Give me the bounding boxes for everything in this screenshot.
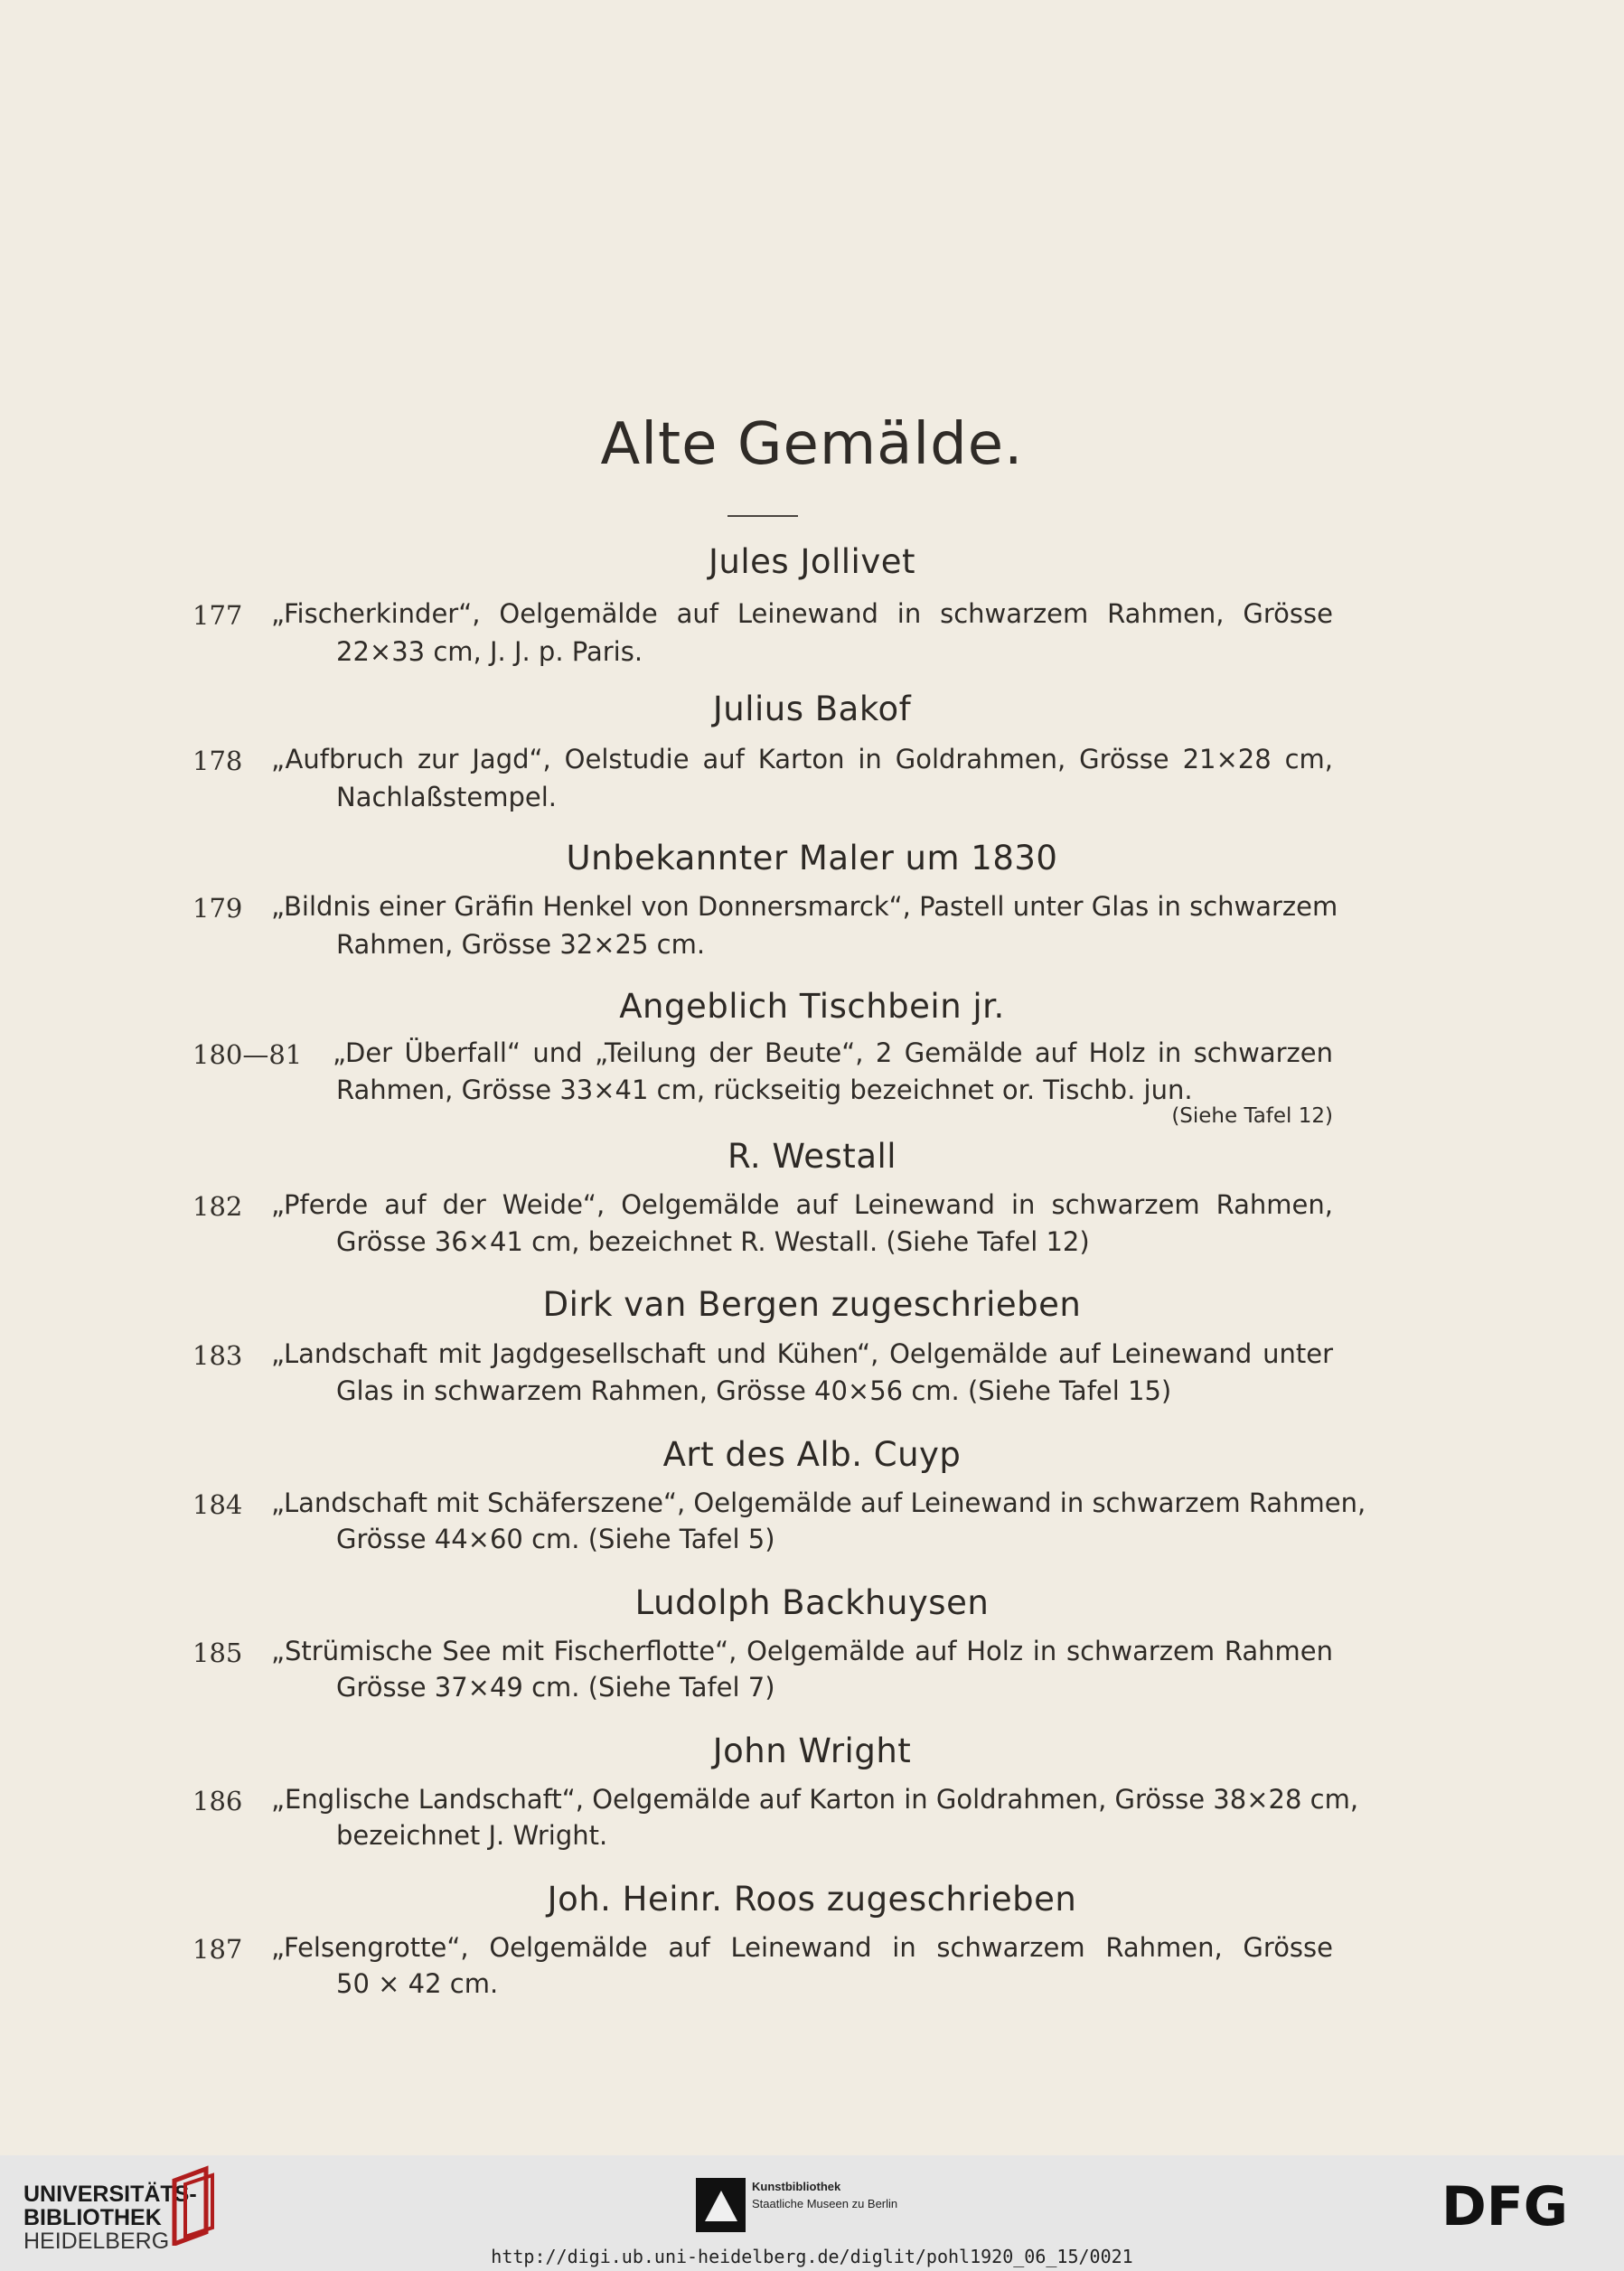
- ub-line-3: HEIDELBERG: [23, 2229, 170, 2254]
- entry-description-cont: Grösse 37×49 cm. (Siehe Tafel 7): [336, 1672, 775, 1703]
- dfg-logo: [1441, 2178, 1604, 2232]
- kunstbibliothek-logo-icon: [696, 2178, 746, 2232]
- kunstbibliothek-logo-text: [752, 2178, 897, 2212]
- entry-description: „Pferde auf der Weide“, Oelgemälde auf Leinewand in schwarzem Rahmen,: [271, 1189, 1333, 1220]
- entry-description: „Aufbruch zur Jagd“, Oelstudie auf Karton in Goldrahmen, Grösse 21×28 cm,: [271, 744, 1333, 774]
- page-title: Alte Gemälde.: [600, 411, 1024, 478]
- entry-description-cont: Grösse 44×60 cm. (Siehe Tafel 5): [336, 1524, 775, 1554]
- artist-heading: Unbekannter Maler um 1830: [566, 839, 1058, 877]
- lot-number: 187: [192, 1934, 243, 1965]
- entry-description-cont: Glas in schwarzem Rahmen, Grösse 40×56 cm. (Siehe Tafel 15): [336, 1375, 1172, 1406]
- entry-description-cont: bezeichnet J. Wright.: [336, 1820, 608, 1851]
- dfg-logo-text: DFG: [1441, 2178, 1569, 2232]
- artist-heading: Jules Jollivet: [709, 542, 915, 581]
- entry-description: „Bildnis einer Gräfin Henkel von Donnersmarck“, Pastell unter Glas in schwarzem: [271, 891, 1338, 922]
- entry-description-cont: Rahmen, Grösse 33×41 cm, rückseitig bezeichnet or. Tischb. jun.: [336, 1075, 1193, 1105]
- lot-number: 179: [192, 893, 243, 924]
- lot-number: 184: [192, 1489, 243, 1520]
- entry-description-cont: Grösse 36×41 cm, bezeichnet R. Westall. (Siehe Tafel 12): [336, 1226, 1090, 1257]
- artist-heading: Dirk van Bergen zugeschrieben: [542, 1285, 1082, 1324]
- entry-description: „Der Überfall“ und „Teilung der Beute“, 2 Gemälde auf Holz in schwarzen: [333, 1037, 1333, 1068]
- entry-description: „Felsengrotte“, Oelgemälde auf Leinewand in schwarzem Rahmen, Grösse: [271, 1932, 1333, 1963]
- artist-heading: R. Westall: [727, 1137, 897, 1176]
- artist-heading: Art des Alb. Cuyp: [662, 1435, 962, 1474]
- lot-number: 182: [192, 1191, 243, 1222]
- plate-reference: (Siehe Tafel 12): [1171, 1104, 1333, 1128]
- kb-line-1: Kunstbibliothek: [752, 2180, 841, 2193]
- entry-description: „Landschaft mit Jagdgesellschaft und Kühen“, Oelgemälde auf Leinewand unter: [271, 1338, 1333, 1369]
- lot-number: 180—81: [192, 1039, 303, 1070]
- lot-number: 186: [192, 1786, 243, 1816]
- lot-number: 177: [192, 600, 243, 631]
- permalink-url[interactable]: http://digi.ub.uni-heidelberg.de/diglit/pohl1920_06_15/0021: [491, 2246, 1133, 2267]
- artist-heading: Angeblich Tischbein jr.: [619, 987, 1005, 1026]
- entry-description: „Englische Landschaft“, Oelgemälde auf Karton in Goldrahmen, Grösse 38×28 cm,: [271, 1784, 1359, 1815]
- entry-description: „Fischerkinder“, Oelgemälde auf Leinewand in schwarzem Rahmen, Grösse: [271, 598, 1333, 629]
- entry-description: „Strümische See mit Fischerflotte“, Oelgemälde auf Holz in schwarzem Rahmen: [271, 1636, 1333, 1666]
- entry-description-cont: Rahmen, Grösse 32×25 cm.: [336, 929, 706, 960]
- kb-line-2: Staatliche Museen zu Berlin: [752, 2197, 898, 2210]
- artist-heading: Ludolph Backhuysen: [634, 1583, 990, 1622]
- ub-heidelberg-emblem-icon: [165, 2164, 229, 2246]
- entry-description-cont: 50 × 42 cm.: [336, 1968, 499, 1999]
- entry-description-cont: Nachlaßstempel.: [336, 782, 557, 812]
- ub-line-2: BIBLIOTHEK: [23, 2205, 162, 2230]
- ub-line-1: UNIVERSITÄTS-: [23, 2182, 197, 2207]
- artist-heading: Joh. Heinr. Roos zugeschrieben: [547, 1880, 1077, 1919]
- lot-number: 183: [192, 1340, 243, 1371]
- entry-description-cont: 22×33 cm, J. J. p. Paris.: [336, 636, 643, 667]
- title-divider: [728, 515, 798, 517]
- artist-heading: John Wright: [712, 1731, 912, 1770]
- lot-number: 185: [192, 1638, 243, 1668]
- lot-number: 178: [192, 746, 243, 776]
- artist-heading: Julius Bakof: [712, 690, 912, 728]
- entry-description: „Landschaft mit Schäferszene“, Oelgemälde auf Leinewand in schwarzem Rahmen,: [271, 1487, 1366, 1518]
